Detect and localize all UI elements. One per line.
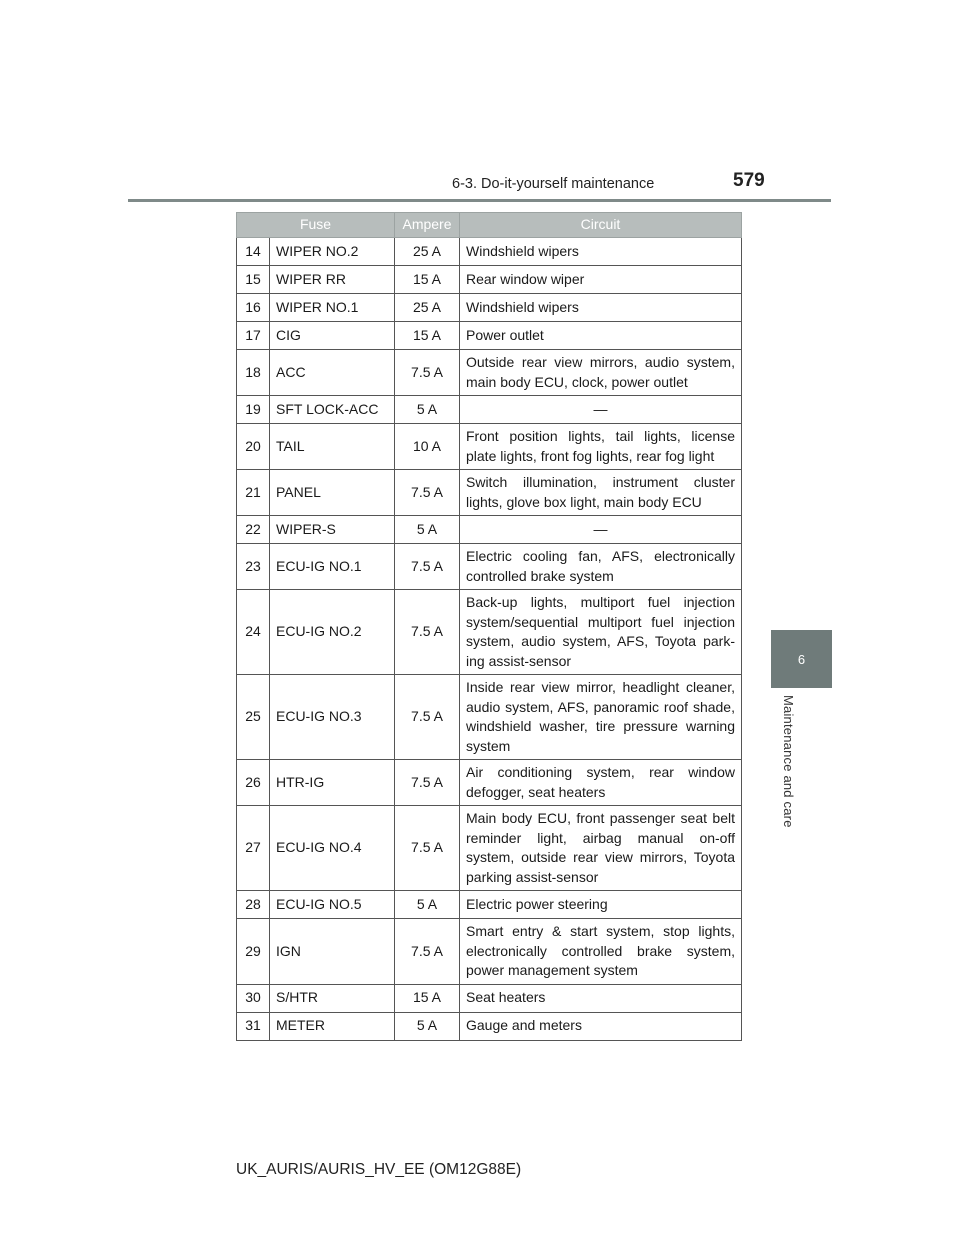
header-fuse: Fuse — [237, 213, 395, 238]
fuse-circuit: Switch illumination, instrument cluster lights, glove box light, main body ECU — [460, 470, 742, 516]
fuse-name: HTR-IG — [270, 760, 395, 806]
fuse-ampere: 15 A — [395, 984, 460, 1012]
fuse-circuit: Windshield wipers — [460, 294, 742, 322]
fuse-circuit: Seat heaters — [460, 984, 742, 1012]
fuse-ampere: 7.5 A — [395, 806, 460, 891]
fuse-ampere: 7.5 A — [395, 470, 460, 516]
fuse-name: ECU-IG NO.3 — [270, 675, 395, 760]
fuse-name: ECU-IG NO.5 — [270, 891, 395, 919]
fuse-circuit: Inside rear view mirror, headlight cleaner, audio system, AFS, panoramic roof shade, windshield washer, tire pressure warning system — [460, 675, 742, 760]
fuse-number: 27 — [237, 806, 270, 891]
header-divider — [128, 199, 831, 202]
fuse-name: ACC — [270, 350, 395, 396]
fuse-name: WIPER RR — [270, 266, 395, 294]
fuse-name: TAIL — [270, 424, 395, 470]
fuse-circuit: Rear window wiper — [460, 266, 742, 294]
table-row — [237, 1012, 742, 1040]
table-header-row — [237, 213, 742, 238]
fuse-ampere: 7.5 A — [395, 350, 460, 396]
fuse-ampere: 10 A — [395, 424, 460, 470]
fuse-number: 16 — [237, 294, 270, 322]
chapter-label: Maintenance and care — [781, 695, 796, 828]
fuse-circuit: Power outlet — [460, 322, 742, 350]
page-number: 579 — [733, 170, 765, 191]
table-row — [237, 238, 742, 266]
document-code: UK_AURIS/AURIS_HV_EE (OM12G88E) — [236, 1161, 522, 1178]
fuse-ampere: 5 A — [395, 891, 460, 919]
fuse-number: 14 — [237, 238, 270, 266]
fuse-name: SFT LOCK-ACC — [270, 396, 395, 424]
fuse-circuit: — — [460, 516, 742, 544]
fuse-number: 23 — [237, 544, 270, 590]
table-row — [237, 544, 742, 590]
fuse-ampere: 5 A — [395, 516, 460, 544]
fuse-number: 21 — [237, 470, 270, 516]
fuse-ampere: 15 A — [395, 266, 460, 294]
fuse-name: CIG — [270, 322, 395, 350]
fuse-ampere: 7.5 A — [395, 590, 460, 675]
fuse-name: WIPER-S — [270, 516, 395, 544]
fuse-number: 25 — [237, 675, 270, 760]
fuse-name: IGN — [270, 919, 395, 985]
fuse-number: 31 — [237, 1012, 270, 1040]
fuse-number: 20 — [237, 424, 270, 470]
section-title: 6-3. Do-it-yourself maintenance — [452, 176, 655, 192]
fuse-name: WIPER NO.2 — [270, 238, 395, 266]
header-ampere: Ampere — [395, 213, 460, 238]
table-row — [237, 396, 742, 424]
fuse-ampere: 25 A — [395, 238, 460, 266]
fuse-ampere: 5 A — [395, 396, 460, 424]
fuse-number: 24 — [237, 590, 270, 675]
table-row — [237, 470, 742, 516]
fuse-circuit: — — [460, 396, 742, 424]
fuse-number: 26 — [237, 760, 270, 806]
fuse-ampere: 7.5 A — [395, 760, 460, 806]
header-circuit: Circuit — [460, 213, 742, 238]
fuse-name: PANEL — [270, 470, 395, 516]
table-row — [237, 919, 742, 985]
fuse-number: 30 — [237, 984, 270, 1012]
fuse-circuit: Electric power steering — [460, 891, 742, 919]
table-row — [237, 760, 742, 806]
chapter-tab[interactable]: 6 — [771, 630, 832, 688]
fuse-circuit: Front position lights, tail lights, license plate lights, front fog lights, rear fog light — [460, 424, 742, 470]
table-body — [237, 238, 742, 1041]
fuse-name: ECU-IG NO.4 — [270, 806, 395, 891]
fuse-circuit: Windshield wipers — [460, 238, 742, 266]
fuse-name: S/HTR — [270, 984, 395, 1012]
fuse-number: 17 — [237, 322, 270, 350]
fuse-circuit: Outside rear view mirrors, audio system, main body ECU, clock, power outlet — [460, 350, 742, 396]
table-row — [237, 675, 742, 760]
fuse-ampere: 15 A — [395, 322, 460, 350]
fuse-circuit: Main body ECU, front passenger seat belt reminder light, airbag manual on-off system, outside rear view mirrors, Toyota parking assist-sensor — [460, 806, 742, 891]
fuse-circuit: Smart entry & start system, stop lights, electronically controlled brake system, power management system — [460, 919, 742, 985]
fuse-number: 29 — [237, 919, 270, 985]
fuse-circuit: Back-up lights, multiport fuel injection system/sequential multiport fuel injection system, audio system, AFS, Toyota park-ing assist-sensor — [460, 590, 742, 675]
table-row — [237, 806, 742, 891]
table-row — [237, 516, 742, 544]
fuse-number: 15 — [237, 266, 270, 294]
fuse-name: ECU-IG NO.1 — [270, 544, 395, 590]
table-row — [237, 891, 742, 919]
fuse-ampere: 25 A — [395, 294, 460, 322]
fuse-circuit: Electric cooling fan, AFS, electronically controlled brake system — [460, 544, 742, 590]
fuse-ampere: 7.5 A — [395, 919, 460, 985]
table-row — [237, 424, 742, 470]
table-row — [237, 322, 742, 350]
fuse-number: 28 — [237, 891, 270, 919]
fuse-circuit: Gauge and meters — [460, 1012, 742, 1040]
fuse-name: ECU-IG NO.2 — [270, 590, 395, 675]
table-row — [237, 266, 742, 294]
fuse-ampere: 5 A — [395, 1012, 460, 1040]
fuse-number: 19 — [237, 396, 270, 424]
fuse-name: METER — [270, 1012, 395, 1040]
fuse-circuit: Air conditioning system, rear window defogger, seat heaters — [460, 760, 742, 806]
table-row — [237, 350, 742, 396]
fuse-name: WIPER NO.1 — [270, 294, 395, 322]
fuse-number: 22 — [237, 516, 270, 544]
fuse-ampere: 7.5 A — [395, 675, 460, 760]
fuse-ampere: 7.5 A — [395, 544, 460, 590]
table-row — [237, 984, 742, 1012]
table-row — [237, 590, 742, 675]
fuse-number: 18 — [237, 350, 270, 396]
fuse-table — [236, 212, 742, 1041]
table-row — [237, 294, 742, 322]
